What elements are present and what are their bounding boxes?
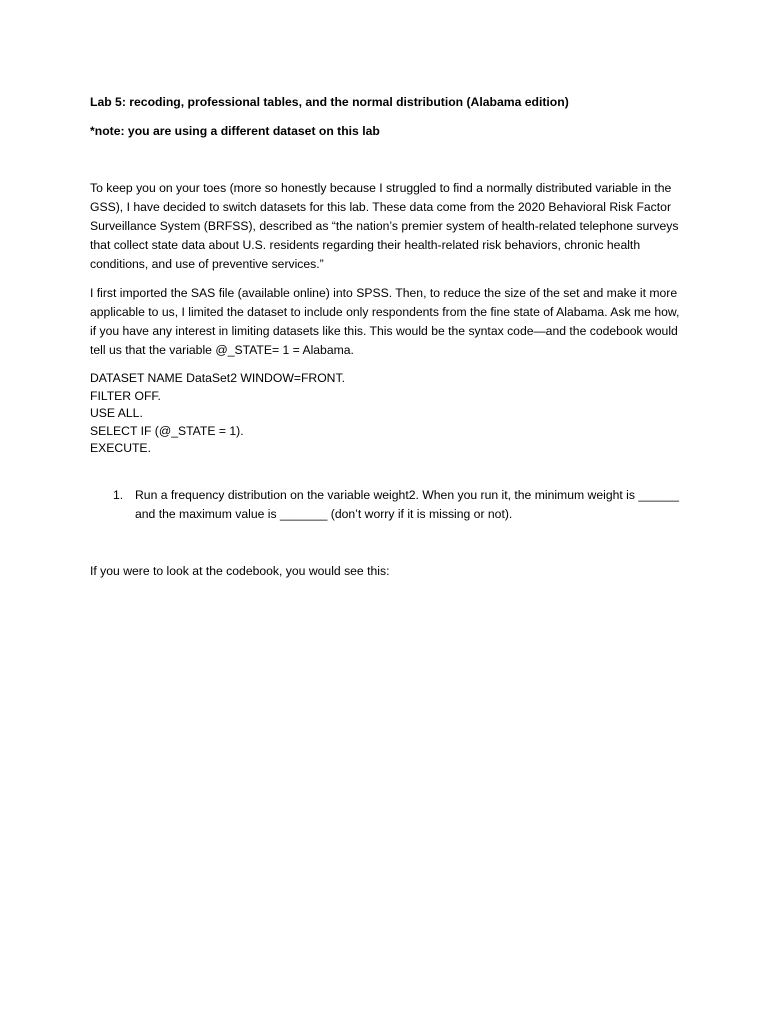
method-paragraph: I first imported the SAS file (available online) into SPSS. Then, to reduce the size of the set and make it more applicable to us, I limited the dataset to include only respondents from the fine state of Alabama. Ask me how, if you have any interest in limiting datasets like this. This would be the syntax code—and the codebook would tell us that the variable @_STATE= 1 = Alabama. — [90, 286, 680, 357]
code-line: USE ALL. — [90, 406, 143, 420]
question-list — [90, 486, 680, 524]
closing-paragraph: If you were to look at the codebook, you would see this: — [90, 563, 390, 578]
code-line: DATASET NAME DataSet2 WINDOW=FRONT. — [90, 371, 345, 385]
document-title: Lab 5: recoding, professional tables, and the normal distribution (Alabama edition) — [90, 95, 569, 109]
code-line: SELECT IF (@_STATE = 1). — [90, 423, 244, 438]
question-number: 1. — [113, 487, 124, 502]
question-item — [90, 486, 680, 524]
intro-paragraph: To keep you on your toes (more so honestly because I struggled to find a normally distributed variable in the GSS), I have decided to switch datasets for this lab. These data come from the 2020 Behavioral Risk Factor Surveillance System (BRFSS), described as “the nation’s premier system of health-related telephone surveys that collect state data about U.S. residents regarding their health-related risk behaviors, chronic health conditions, and use of preventive services.” — [90, 181, 679, 271]
document-page — [90, 93, 680, 581]
syntax-code-block — [90, 370, 680, 458]
dataset-note: *note: you are using a different dataset on this lab — [90, 124, 380, 138]
question-text: Run a frequency distribution on the variable weight2. When you run it, the minimum weight is ______ and the maximum value is _______ (don’t worry if it is missing or not). — [135, 487, 679, 521]
code-line: FILTER OFF. — [90, 388, 161, 403]
code-line: EXECUTE. — [90, 441, 151, 455]
